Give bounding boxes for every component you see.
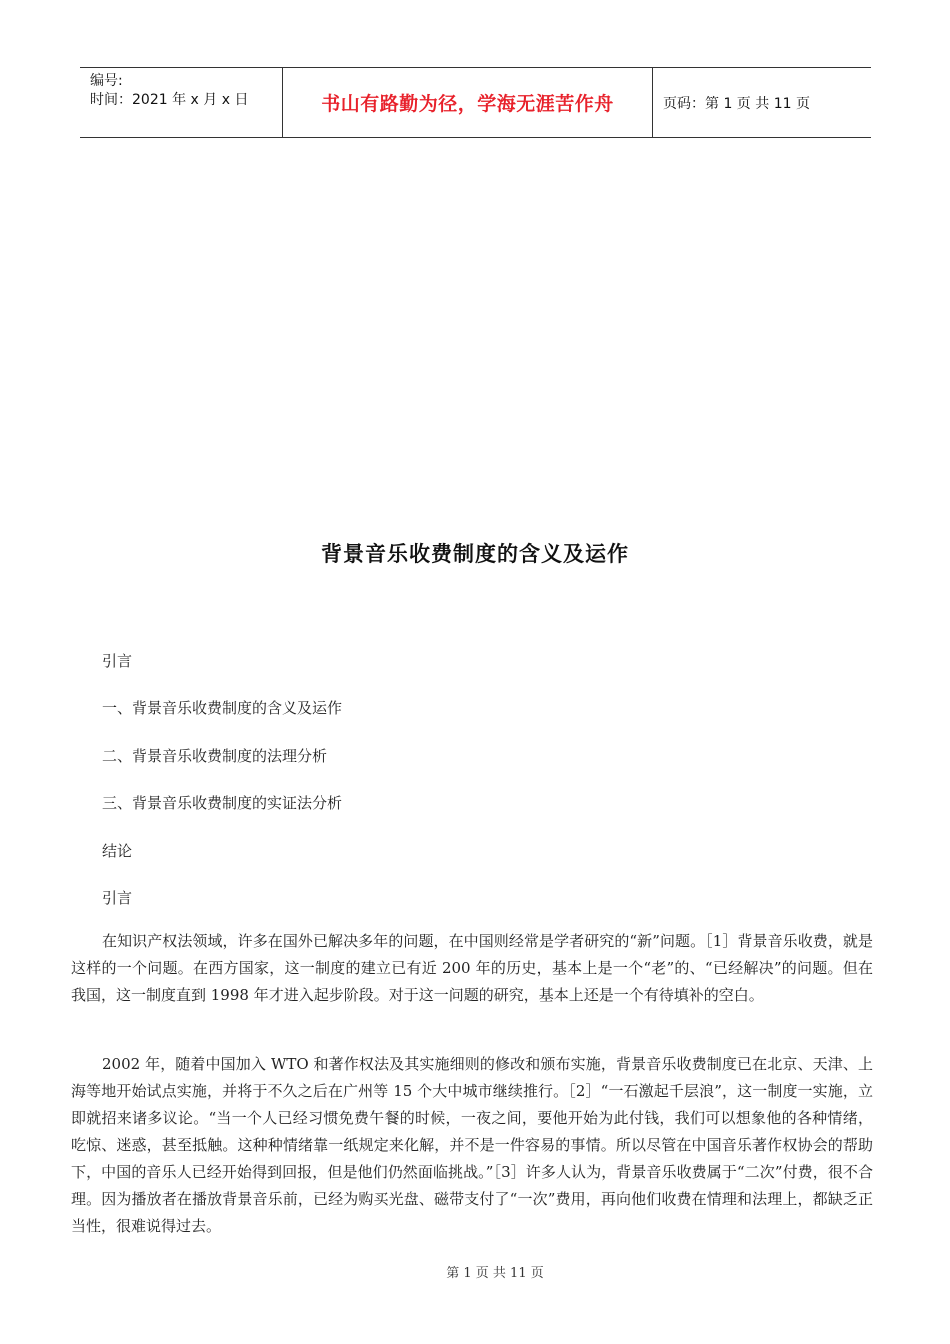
toc-item: 一、背景音乐收费制度的含义及运作	[102, 699, 343, 718]
toc-item: 二、背景音乐收费制度的法理分析	[102, 746, 328, 765]
header-table	[80, 67, 871, 138]
document-title: 背景音乐收费制度的含义及运作	[321, 542, 629, 566]
header-page-cell	[653, 68, 871, 137]
header-motto-cell	[282, 68, 653, 137]
header-meta	[80, 68, 282, 137]
page-info: 页码：第 1 页 共 11 页	[663, 95, 810, 112]
motto: 书山有路勤为径，学海无涯苦作舟	[321, 93, 614, 115]
table-of-contents	[102, 650, 342, 934]
page-footer: 第 1 页 共 11 页	[446, 1266, 544, 1281]
section-heading: 引言	[102, 888, 133, 907]
time-label: 时间：2021 年 x 月 x 日	[90, 92, 249, 108]
paragraph: 2002 年，随着中国加入 WTO 和著作权法及其实施细则的修改和颁布实施，背景音乐收费制度已在北京、天津、上海等地开始试点实施，并将于不久之后在广州等 15 个大中城市继续推行。［2］“一石激起千层浪”，这一制度一实施，立即就招来诸多议论。“当一个人已经习惯免费午餐的时候，一夜之间，要他开始为此付钱，我们可以想象他的各种情绪，吃惊、迷惑，甚至抵触。这种种情绪靠一纸规定来化解，并不是一件容易的事情。所以尽管在中国音乐著作权协会的帮助下，中国的音乐人已经开始得到回报，但是他们仍然面临挑战。”［3］许多人认为，背景音乐收费属于“二次”付费，很不合理。因为播放者在播放背景音乐前，已经为购买光盘、磁带支付了“一次”费用，再向他们收费在情理和法理上，都缺乏正当性，很难说得过去。	[71, 1055, 873, 1235]
toc-item: 三、背景音乐收费制度的实证法分析	[102, 794, 343, 813]
number-label: 编号:	[90, 73, 123, 89]
toc-item: 结论	[102, 841, 133, 860]
toc-item: 引言	[102, 652, 133, 670]
paragraph: 在知识产权法领域，许多在国外已解决多年的问题，在中国则经常是学者研究的“新”问题。［1］背景音乐收费，就是这样的一个问题。在西方国家，这一制度的建立已有近 200 年的历史，基本上是一个“老”的、“已经解决”的问题。但在我国，这一制度直到 1998 年才进入起步阶段。对于这一问题的研究，基本上还是一个有待填补的空白。	[71, 932, 873, 1004]
